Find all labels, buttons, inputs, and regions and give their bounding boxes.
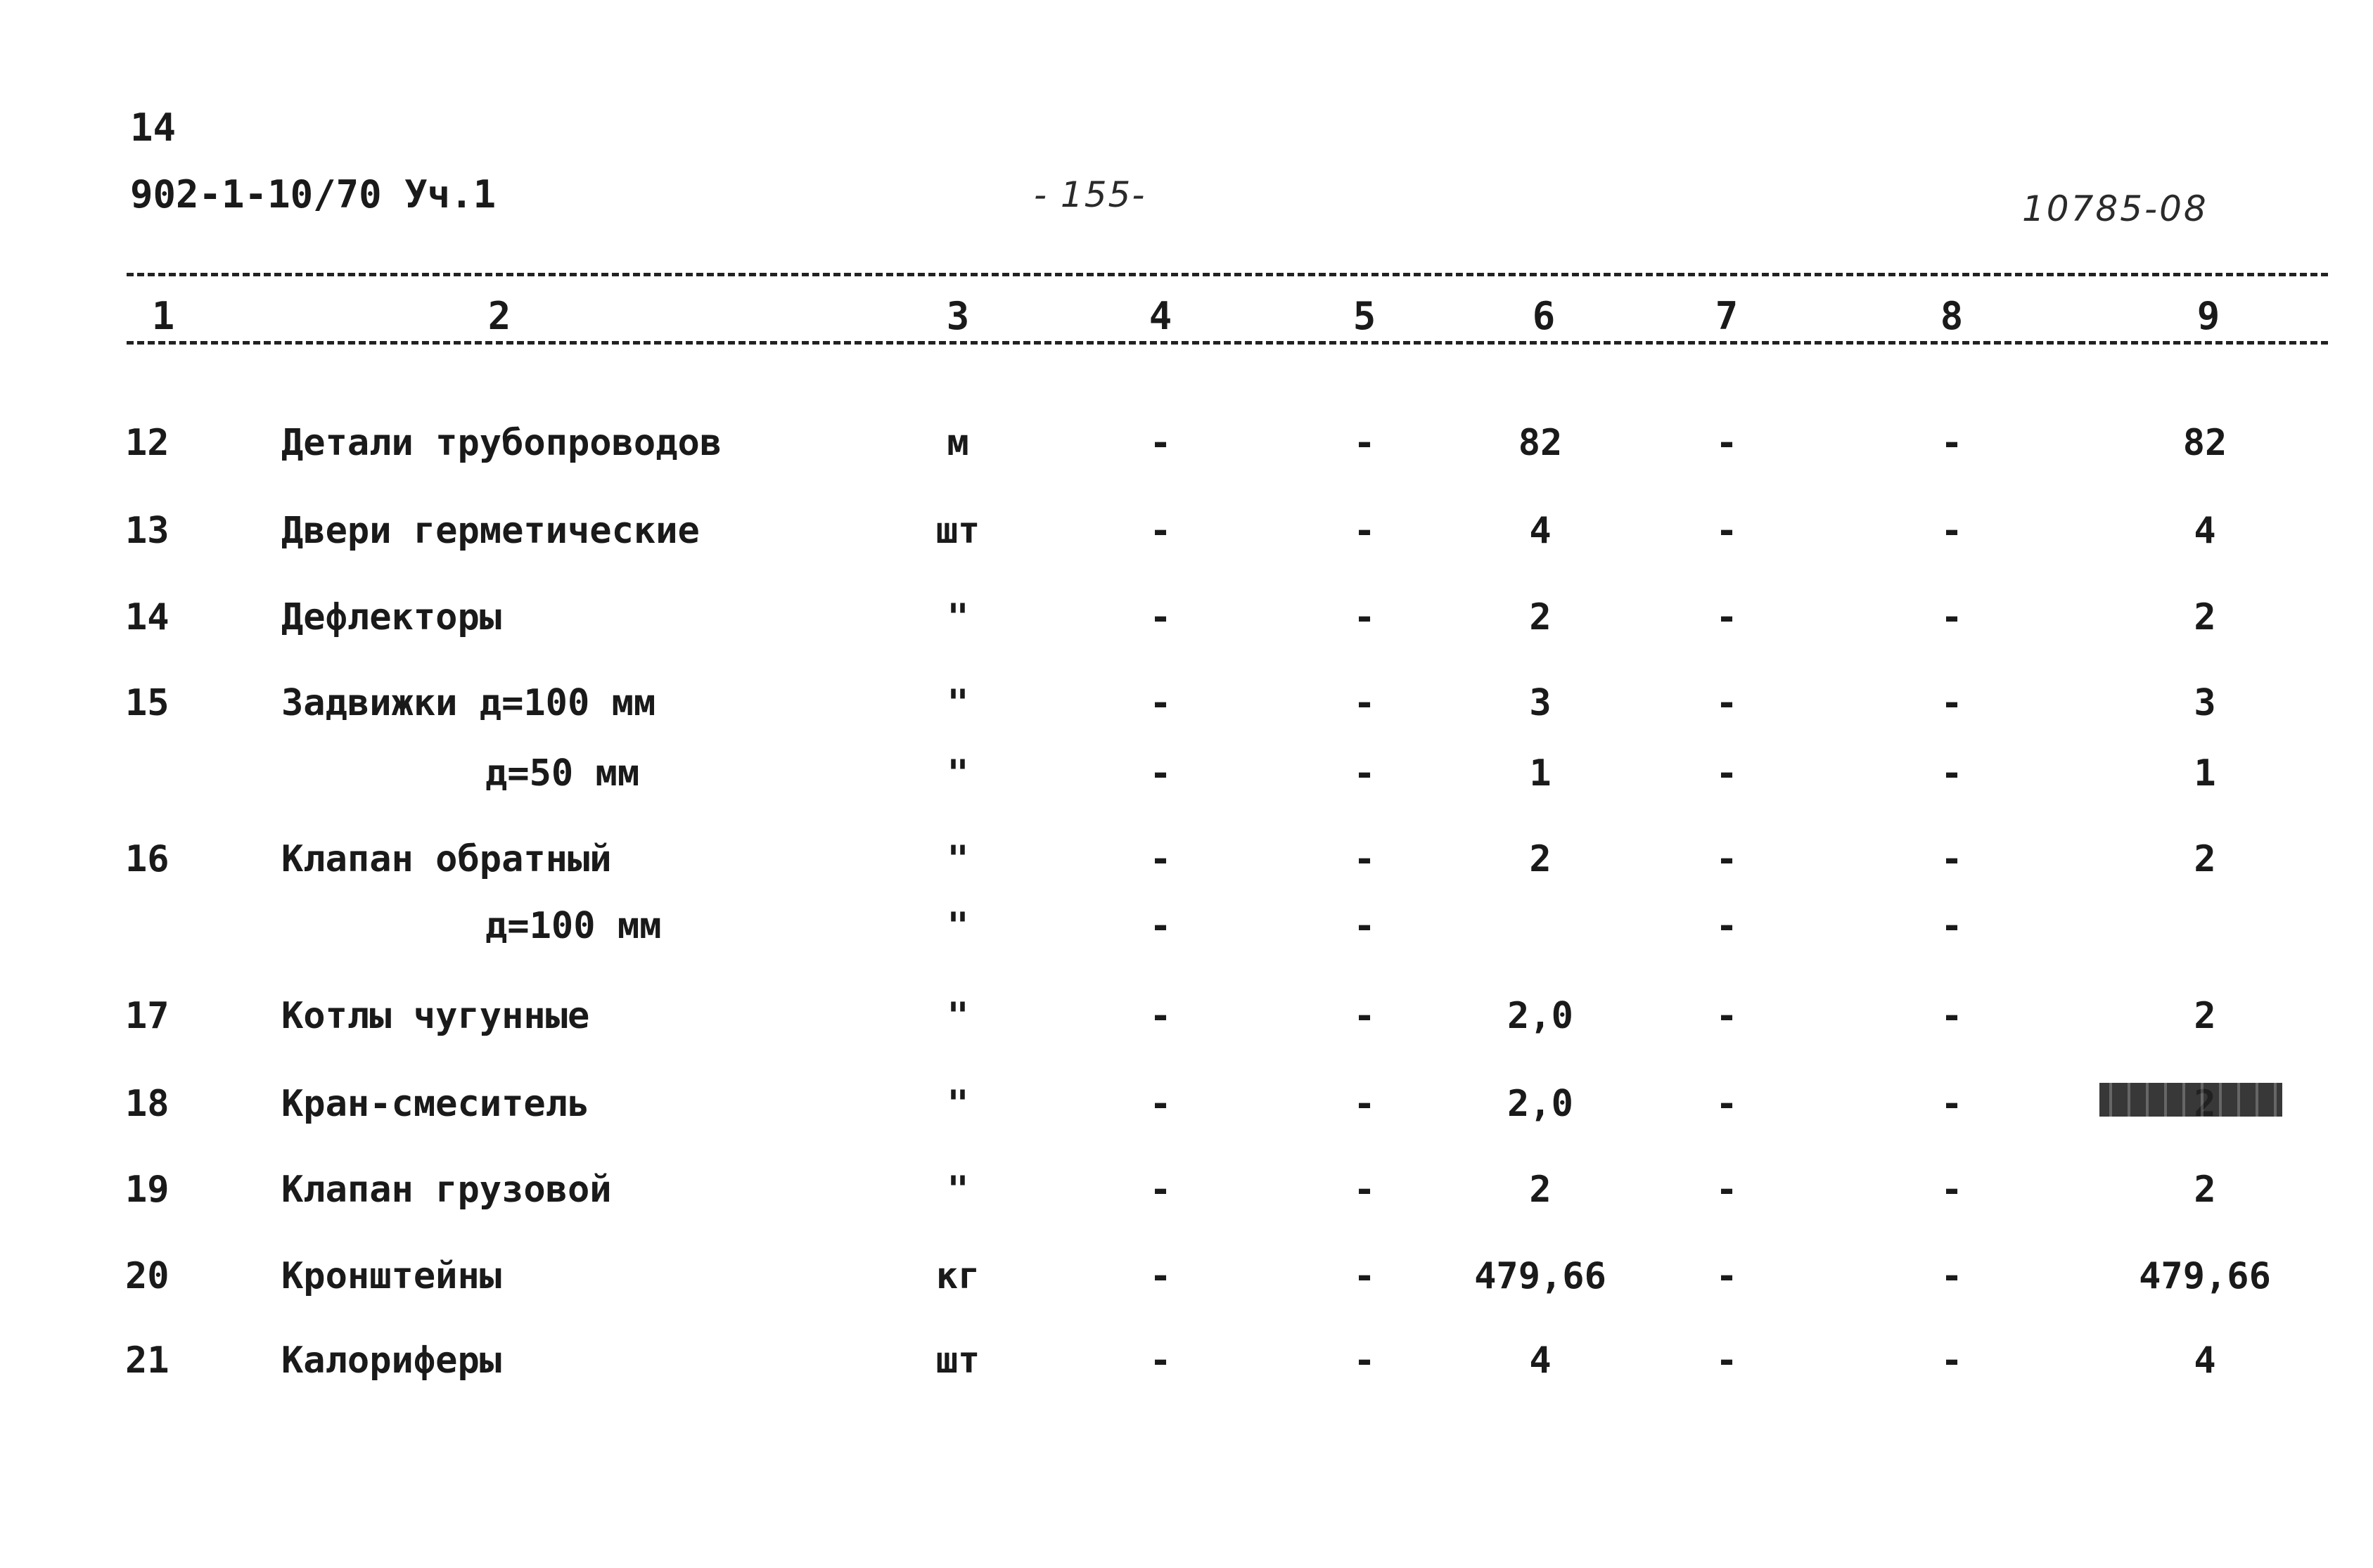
col7-cell: - — [1715, 838, 1738, 880]
col5-cell: - — [1353, 1083, 1376, 1125]
col5-cell: - — [1353, 422, 1376, 464]
item-name: Кронштейны — [281, 1255, 502, 1297]
row-number: 12 — [125, 422, 170, 464]
col5-cell: - — [1353, 905, 1376, 947]
col5-cell: - — [1353, 510, 1376, 552]
table-top-rule — [127, 273, 2328, 276]
col8-cell: - — [1940, 1339, 1963, 1382]
row-number: 19 — [125, 1169, 170, 1211]
col7-cell: - — [1715, 1083, 1738, 1125]
total-cell: 2 — [2194, 596, 2216, 638]
col5-cell: - — [1353, 1255, 1376, 1297]
unit-cell: " — [947, 838, 969, 880]
item-name: Детали трубопроводов — [281, 422, 722, 464]
col4-cell: - — [1149, 596, 1172, 638]
overprint-stamp-mark — [2099, 1083, 2282, 1117]
col7-cell: - — [1715, 596, 1738, 638]
unit-cell: м — [947, 422, 969, 464]
column-header-8: 8 — [1940, 294, 1964, 338]
col5-cell: - — [1353, 682, 1376, 724]
item-name: Котлы чугунные — [281, 995, 590, 1037]
row-number: 15 — [125, 682, 170, 724]
col7-cell: - — [1715, 995, 1738, 1037]
col7-cell: - — [1715, 510, 1738, 552]
quantity-cell: 2,0 — [1507, 1083, 1573, 1125]
quantity-cell: 4 — [1529, 1339, 1552, 1382]
col5-cell: - — [1353, 596, 1376, 638]
document-code: 902-1-10/70 Уч.1 — [130, 172, 497, 217]
col4-cell: - — [1149, 1339, 1172, 1382]
item-name: Двери герметические — [281, 510, 700, 552]
quantity-cell: 1 — [1529, 752, 1552, 795]
col4-cell: - — [1149, 1169, 1172, 1211]
total-cell: 2 — [2194, 995, 2216, 1037]
col4-cell: - — [1149, 422, 1172, 464]
unit-cell: кг — [935, 1255, 980, 1297]
row-number: 14 — [125, 596, 170, 638]
quantity-cell: 3 — [1529, 682, 1552, 724]
quantity-cell: 2 — [1529, 1169, 1552, 1211]
row-number: 17 — [125, 995, 170, 1037]
row-number: 21 — [125, 1339, 170, 1382]
unit-cell: " — [947, 995, 969, 1037]
col4-cell: - — [1149, 995, 1172, 1037]
col8-cell: - — [1940, 752, 1963, 795]
handwritten-page-number: - 155- — [1034, 174, 1146, 215]
item-name: Клапан грузовой — [281, 1169, 612, 1211]
unit-cell: " — [947, 682, 969, 724]
col8-cell: - — [1940, 995, 1963, 1037]
col7-cell: - — [1715, 422, 1738, 464]
col8-cell: - — [1940, 1083, 1963, 1125]
col7-cell: - — [1715, 752, 1738, 795]
col8-cell: - — [1940, 1169, 1963, 1211]
col5-cell: - — [1353, 1169, 1376, 1211]
unit-cell: " — [947, 1169, 969, 1211]
total-cell: 479,66 — [2139, 1255, 2271, 1297]
column-header-3: 3 — [946, 294, 970, 338]
total-cell: 1 — [2194, 752, 2216, 795]
row-number: 18 — [125, 1083, 170, 1125]
item-name: д=50 мм — [485, 752, 640, 795]
quantity-cell: 82 — [1518, 422, 1563, 464]
col5-cell: - — [1353, 838, 1376, 880]
col5-cell: - — [1353, 1339, 1376, 1382]
unit-cell: " — [947, 596, 969, 638]
row-number: 13 — [125, 510, 170, 552]
page-number: 14 — [130, 105, 177, 150]
col8-cell: - — [1940, 510, 1963, 552]
column-header-5: 5 — [1352, 294, 1376, 338]
unit-cell: шт — [935, 510, 980, 552]
col8-cell: - — [1940, 838, 1963, 880]
unit-cell: шт — [935, 1339, 980, 1382]
handwritten-document-code: 10785-08 — [2022, 188, 2208, 229]
quantity-cell: 479,66 — [1474, 1255, 1606, 1297]
item-name: Калориферы — [281, 1339, 502, 1382]
unit-cell: " — [947, 752, 969, 795]
total-cell: 2 — [2194, 838, 2216, 880]
quantity-cell: 2 — [1529, 596, 1552, 638]
total-cell: 4 — [2194, 1339, 2216, 1382]
total-cell: 82 — [2182, 422, 2227, 464]
col4-cell: - — [1149, 838, 1172, 880]
column-header-4: 4 — [1149, 294, 1172, 338]
col7-cell: - — [1715, 682, 1738, 724]
unit-cell: " — [947, 905, 969, 947]
table-header-rule — [127, 341, 2328, 345]
item-name: д=100 мм — [485, 905, 662, 947]
col4-cell: - — [1149, 752, 1172, 795]
col8-cell: - — [1940, 682, 1963, 724]
quantity-cell: 2,0 — [1507, 995, 1573, 1037]
col8-cell: - — [1940, 596, 1963, 638]
column-header-7: 7 — [1715, 294, 1739, 338]
item-name: Кран-смеситель — [281, 1083, 590, 1125]
col4-cell: - — [1149, 510, 1172, 552]
item-name: Дефлекторы — [281, 596, 502, 638]
total-cell: 4 — [2194, 510, 2216, 552]
col7-cell: - — [1715, 905, 1738, 947]
col5-cell: - — [1353, 752, 1376, 795]
col4-cell: - — [1149, 1083, 1172, 1125]
col4-cell: - — [1149, 682, 1172, 724]
column-header-9: 9 — [2196, 294, 2220, 338]
row-number: 20 — [125, 1255, 170, 1297]
col8-cell: - — [1940, 1255, 1963, 1297]
col4-cell: - — [1149, 905, 1172, 947]
col8-cell: - — [1940, 905, 1963, 947]
col7-cell: - — [1715, 1339, 1738, 1382]
column-header-1: 1 — [151, 294, 175, 338]
item-name: Задвижки д=100 мм — [281, 682, 656, 724]
unit-cell: " — [947, 1083, 969, 1125]
col7-cell: - — [1715, 1169, 1738, 1211]
column-header-6: 6 — [1532, 294, 1556, 338]
total-cell: 2 — [2194, 1169, 2216, 1211]
quantity-cell: 4 — [1529, 510, 1552, 552]
col4-cell: - — [1149, 1255, 1172, 1297]
row-number: 16 — [125, 838, 170, 880]
total-cell: 3 — [2194, 682, 2216, 724]
quantity-cell: 2 — [1529, 838, 1552, 880]
col7-cell: - — [1715, 1255, 1738, 1297]
col8-cell: - — [1940, 422, 1963, 464]
item-name: Клапан обратный — [281, 838, 612, 880]
column-header-2: 2 — [487, 294, 511, 338]
col5-cell: - — [1353, 995, 1376, 1037]
